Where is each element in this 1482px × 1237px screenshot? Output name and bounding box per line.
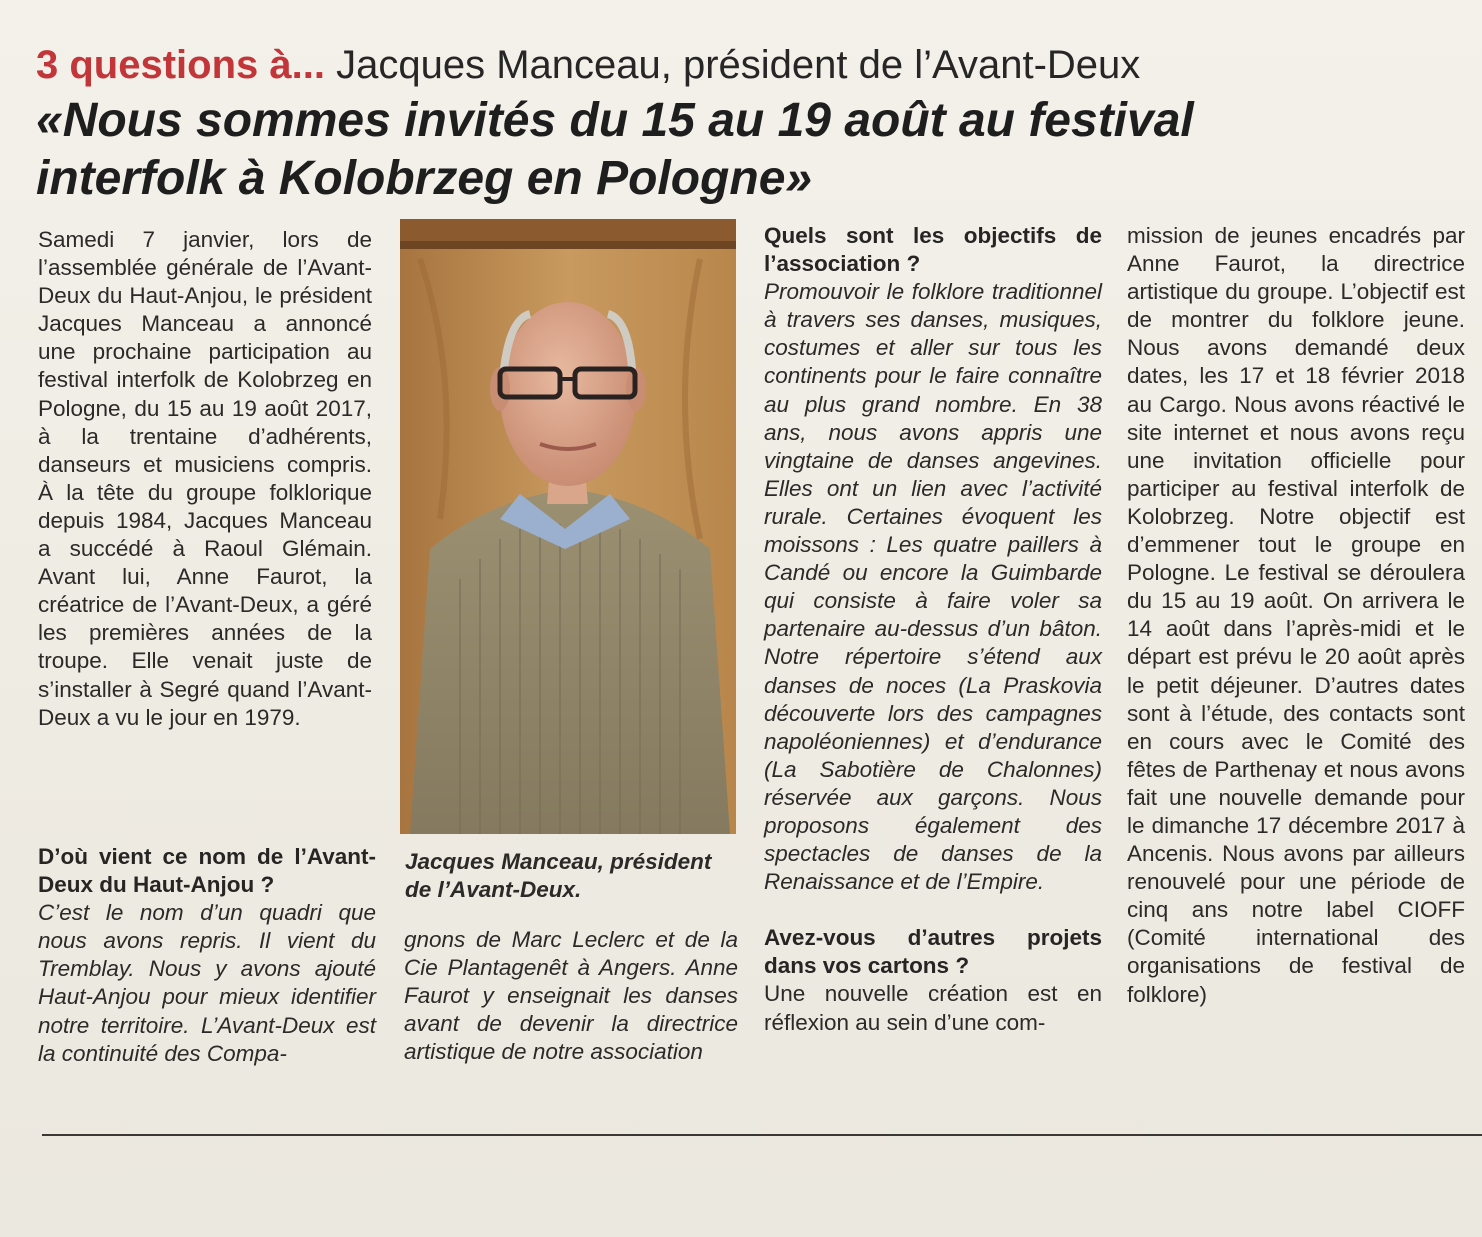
q1-column [38, 843, 376, 1068]
portrait-illustration [400, 219, 736, 834]
q1-column-continued [404, 926, 738, 1066]
kicker-person: Jacques Manceau, président de l’Avant-Deux [336, 43, 1141, 87]
q3-answer-continued: mission de jeunes encadrés par Anne Faurot, la directrice artistique du groupe. L’objectif est de montrer du folklore jeune. Nous avons demandé deux dates, les 17 et 18 février 2018 au Cargo. Nous avons réactivé le site internet et nous avons reçu une invitation officielle pour participer au festival interfolk de Kolobrzeg. Notre objectif est d’emmener tout le groupe en Pologne. Le festival se déroulera du 15 au 19 août. On arrivera le 14 août dans l’après-midi et le départ est prévu le 20 août après le petit déjeuner. D’autres dates sont à l’étude, des contacts sont en cours avec le Comité des fêtes de Parthenay et nous avons fait une nouvelle demande pour le dimanche 17 décembre 2017 à Ancenis. Nous avons par ailleurs renouvelé pour une période de cinq ans notre label CIOFF (Comité international des organisations de festival de folklore) [1127, 223, 1465, 1007]
q3-question: Avez-vous d’autres projets dans vos cartons ? [764, 925, 1102, 979]
q2-question: Quels sont les objectifs de l’association ? [764, 223, 1102, 277]
intro-paragraph: Samedi 7 janvier, lors de l’assemblée générale de l’Avant-Deux du Haut-Anjou, le président Jacques Manceau a annoncé une prochaine participation au festival interfolk de Kolobrzeg en Pologne, du 15 au 19 août 2017, à la trentaine d’adhérents, danseurs et musiciens compris. À la tête du groupe folklorique depuis 1984, Jacques Manceau a succédé à Raoul Glémain. Avant lui, Anne Faurot, la créatrice de l’Avant-Deux, a géré les premières années de la troupe. Elle venait juste de s’installer à Segré quand l’Avant-Deux a vu le jour en 1979. [38, 227, 372, 730]
q2-column [764, 222, 1102, 1037]
headline: «Nous sommes invités du 15 au 19 août au festival interfolk à Kolobrzeg en Pologne» [36, 94, 1194, 205]
article-kicker [36, 40, 1140, 90]
q2-answer: Promouvoir le folklore traditionnel à travers ses danses, musiques, costumes et aller sur tous les continents pour le faire connaître au plus grand nombre. En 38 ans, nous avons appris une vingtaine de danses angevines. Elles ont un lien avec l’activité rurale. Certaines évoquent les moissons : Les quatre paillers à Candé ou encore la Guimbarde qui consiste à faire voler sa partenaire au-dessus d’un bâton. Notre répertoire s’étend aux danses de noces (La Praskovia découverte lors des campagnes napoléoniennes) et d’endurance (La Sabotière de Chalonnes) réservée aux garçons. Nous proposons également des spectacles de danses de la Renaissance et de l’Empire. [764, 279, 1102, 895]
portrait-photo [400, 219, 736, 834]
q1-question: D’où vient ce nom de l’Avant-Deux du Haut-Anjou ? [38, 844, 376, 898]
q1-answer: C’est le nom d’un quadri que nous avons repris. Il vient du Tremblay. Nous y avons ajouté Haut-Anjou pour mieux identifier notre territoire. L’Avant-Deux est la continuité des Compa- [38, 900, 376, 1066]
q3-answer: Une nouvelle création est en réflexion au sein d’une com- [764, 981, 1102, 1035]
q3-column-continued [1127, 222, 1465, 1009]
q1-answer-continued: gnons de Marc Leclerc et de la Cie Plantagenêt à Angers. Anne Faurot y enseignait les danses avant de devenir la directrice artistique de notre association [404, 927, 738, 1065]
kicker-lead: 3 questions à... [36, 43, 325, 87]
bottom-rule [42, 1134, 1482, 1136]
photo-caption: Jacques Manceau, président de l’Avant-Deux. [405, 849, 712, 902]
intro-column [38, 226, 372, 732]
